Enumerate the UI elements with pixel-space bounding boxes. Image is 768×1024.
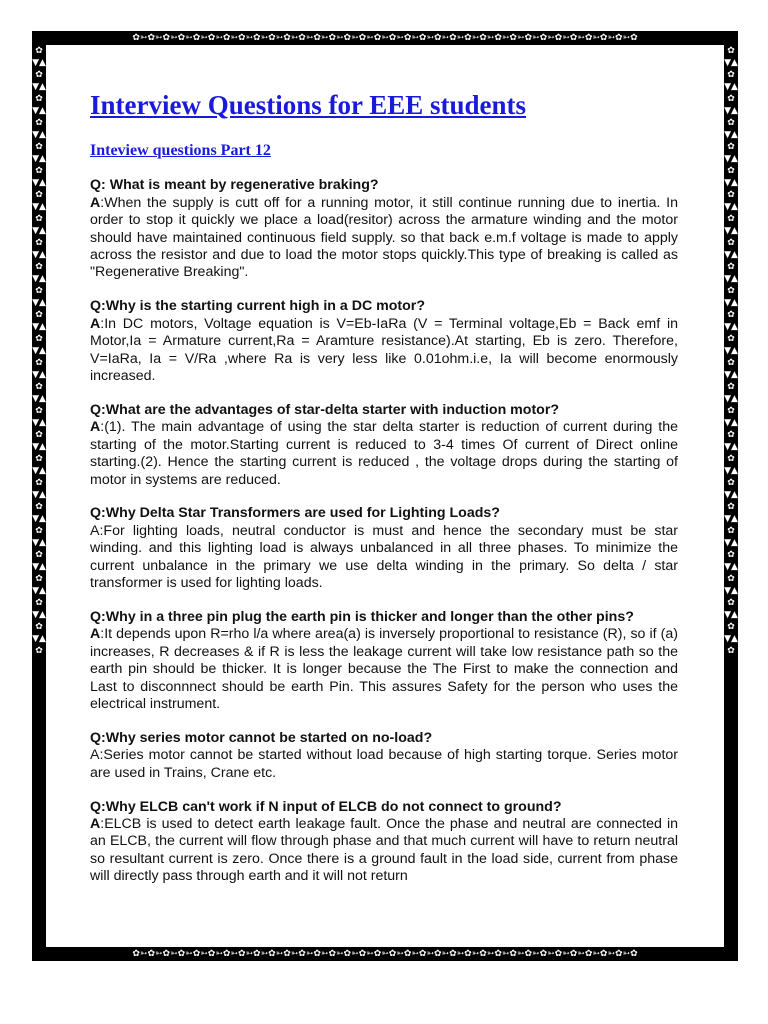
question-text: Q:Why ELCB can't work if N input of ELCB do not connect to ground? bbox=[90, 798, 562, 815]
question-text: Q:Why Delta Star Transformers are used for Lighting Loads? bbox=[90, 505, 500, 522]
answer-text bbox=[90, 816, 678, 886]
border-right-pattern: ✿▼▲✿▼▲✿▼▲✿▼▲✿▼▲✿▼▲✿▼▲✿▼▲✿▼▲✿▼▲✿▼▲✿▼▲✿▼▲✿▼▲✿▼▲✿▼▲✿▼▲✿▼▲✿▼▲✿▼▲✿▼▲✿▼▲✿▼▲✿▼▲✿▼▲✿ bbox=[724, 46, 738, 656]
answer-body: :It depends upon R=rho l/a where area(a) is inversely proportional to resistance (R), so if (a) increases, R decreases & if R is less the leakage current will take low resistance path so the earth pin should be thicker. It is longer because the The First to make the connection and Last to disconnnect should be earth Pin. This assures Safety for the person who uses the electrical instrument. bbox=[90, 626, 678, 712]
answer-text bbox=[90, 316, 678, 386]
page-title[interactable]: Interview Questions for EEE students bbox=[90, 90, 527, 120]
answer-body: A:Series motor cannot be started without load because of high starting torque. Series motor are used in Trains, Crane etc. bbox=[90, 747, 678, 781]
answer-text bbox=[90, 195, 678, 282]
question-text: Q:Why is the starting current high in a DC motor? bbox=[90, 298, 425, 315]
qa-item bbox=[90, 799, 678, 886]
answer-text bbox=[90, 747, 678, 782]
border-top-pattern: ✿➳✿➳✿➳✿➳✿➳✿➳✿➳✿➳✿➳✿➳✿➳✿➳✿➳✿➳✿➳✿➳✿➳✿➳✿➳✿➳✿➳✿➳✿➳✿➳✿➳✿➳✿➳✿➳✿➳✿➳✿➳✿➳✿➳✿ bbox=[132, 33, 638, 43]
answer-body: :ELCB is used to detect earth leakage fault. Once the phase and neutral are connected in an ELCB, the current will flow through phase and that much current will have to return neutral so resultant current is zero. Once there is a ground fault in the load side, current from phase will directly pass through earth and it will not return bbox=[90, 816, 678, 885]
answer-prefix: A bbox=[90, 626, 101, 643]
qa-list bbox=[90, 177, 678, 885]
answer-body: :When the supply is cutt off for a running motor, it still continue running due to inertia. In order to stop it quickly we place a load(resitor) across the armature winding and the motor should have maintained continuous field supply. so that back e.m.f voltage is made to apply across the resistor and due to load the motor stops quickly.This type of breaking is called as "Regenerative Breaking". bbox=[90, 194, 678, 281]
qa-item bbox=[90, 298, 678, 385]
qa-item bbox=[90, 177, 678, 281]
qa-item bbox=[90, 402, 678, 489]
border-left-pattern: ✿▼▲✿▼▲✿▼▲✿▼▲✿▼▲✿▼▲✿▼▲✿▼▲✿▼▲✿▼▲✿▼▲✿▼▲✿▼▲✿▼▲✿▼▲✿▼▲✿▼▲✿▼▲✿▼▲✿▼▲✿▼▲✿▼▲✿▼▲✿▼▲✿▼▲✿ bbox=[32, 46, 46, 656]
question-text: Q:Why series motor cannot be started on no-load? bbox=[90, 729, 433, 746]
qa-item bbox=[90, 609, 678, 713]
answer-prefix: A bbox=[90, 419, 101, 436]
answer-prefix: A bbox=[90, 315, 101, 332]
page-subtitle-link[interactable]: Inteview questions Part 12 bbox=[90, 142, 271, 159]
answer-body: :In DC motors, Voltage equation is V=Eb-IaRa (V = Terminal voltage,Eb = Back emf in Motor,Ia = Armature current,Ra = Aramture resistance).At starting, Eb is zero. Therefore, V=IaRa, Ia = V/Ra ,where Ra is very less like 0.01ohm.i.e, Ia will become enormously increased. bbox=[90, 315, 678, 384]
document-body bbox=[90, 88, 678, 902]
qa-item bbox=[90, 730, 678, 782]
border-bottom-pattern: ✿➳✿➳✿➳✿➳✿➳✿➳✿➳✿➳✿➳✿➳✿➳✿➳✿➳✿➳✿➳✿➳✿➳✿➳✿➳✿➳✿➳✿➳✿➳✿➳✿➳✿➳✿➳✿➳✿➳✿➳✿➳✿➳✿➳✿ bbox=[132, 949, 638, 959]
question-text: Q:What are the advantages of star-delta starter with induction motor? bbox=[90, 401, 560, 418]
answer-text bbox=[90, 523, 678, 593]
qa-item bbox=[90, 505, 678, 592]
answer-body: A:For lighting loads, neutral conductor is must and hence the secondary must be star winding. and this lighting load is always unbalanced in all three phases. To minimize the current unbalance in the primary we use delta winding in the primary. So delta / star transformer is used for lighting loads. bbox=[90, 522, 678, 592]
question-text: Q: What is meant by regenerative braking? bbox=[90, 177, 379, 194]
answer-body: :(1). The main advantage of using the star delta starter is reduction of current during the starting of the motor.Starting current is reduced to 3-4 times Of current of Direct online starting.(2). Hence the starting current is reduced , the voltage drops during the starting of motor in systems are reduced. bbox=[90, 419, 678, 488]
question-text: Q:Why in a three pin plug the earth pin is thicker and longer than the other pins? bbox=[90, 608, 634, 625]
answer-prefix: A bbox=[90, 816, 101, 832]
answer-text bbox=[90, 419, 678, 489]
answer-text bbox=[90, 626, 678, 713]
answer-prefix: A bbox=[90, 194, 101, 211]
